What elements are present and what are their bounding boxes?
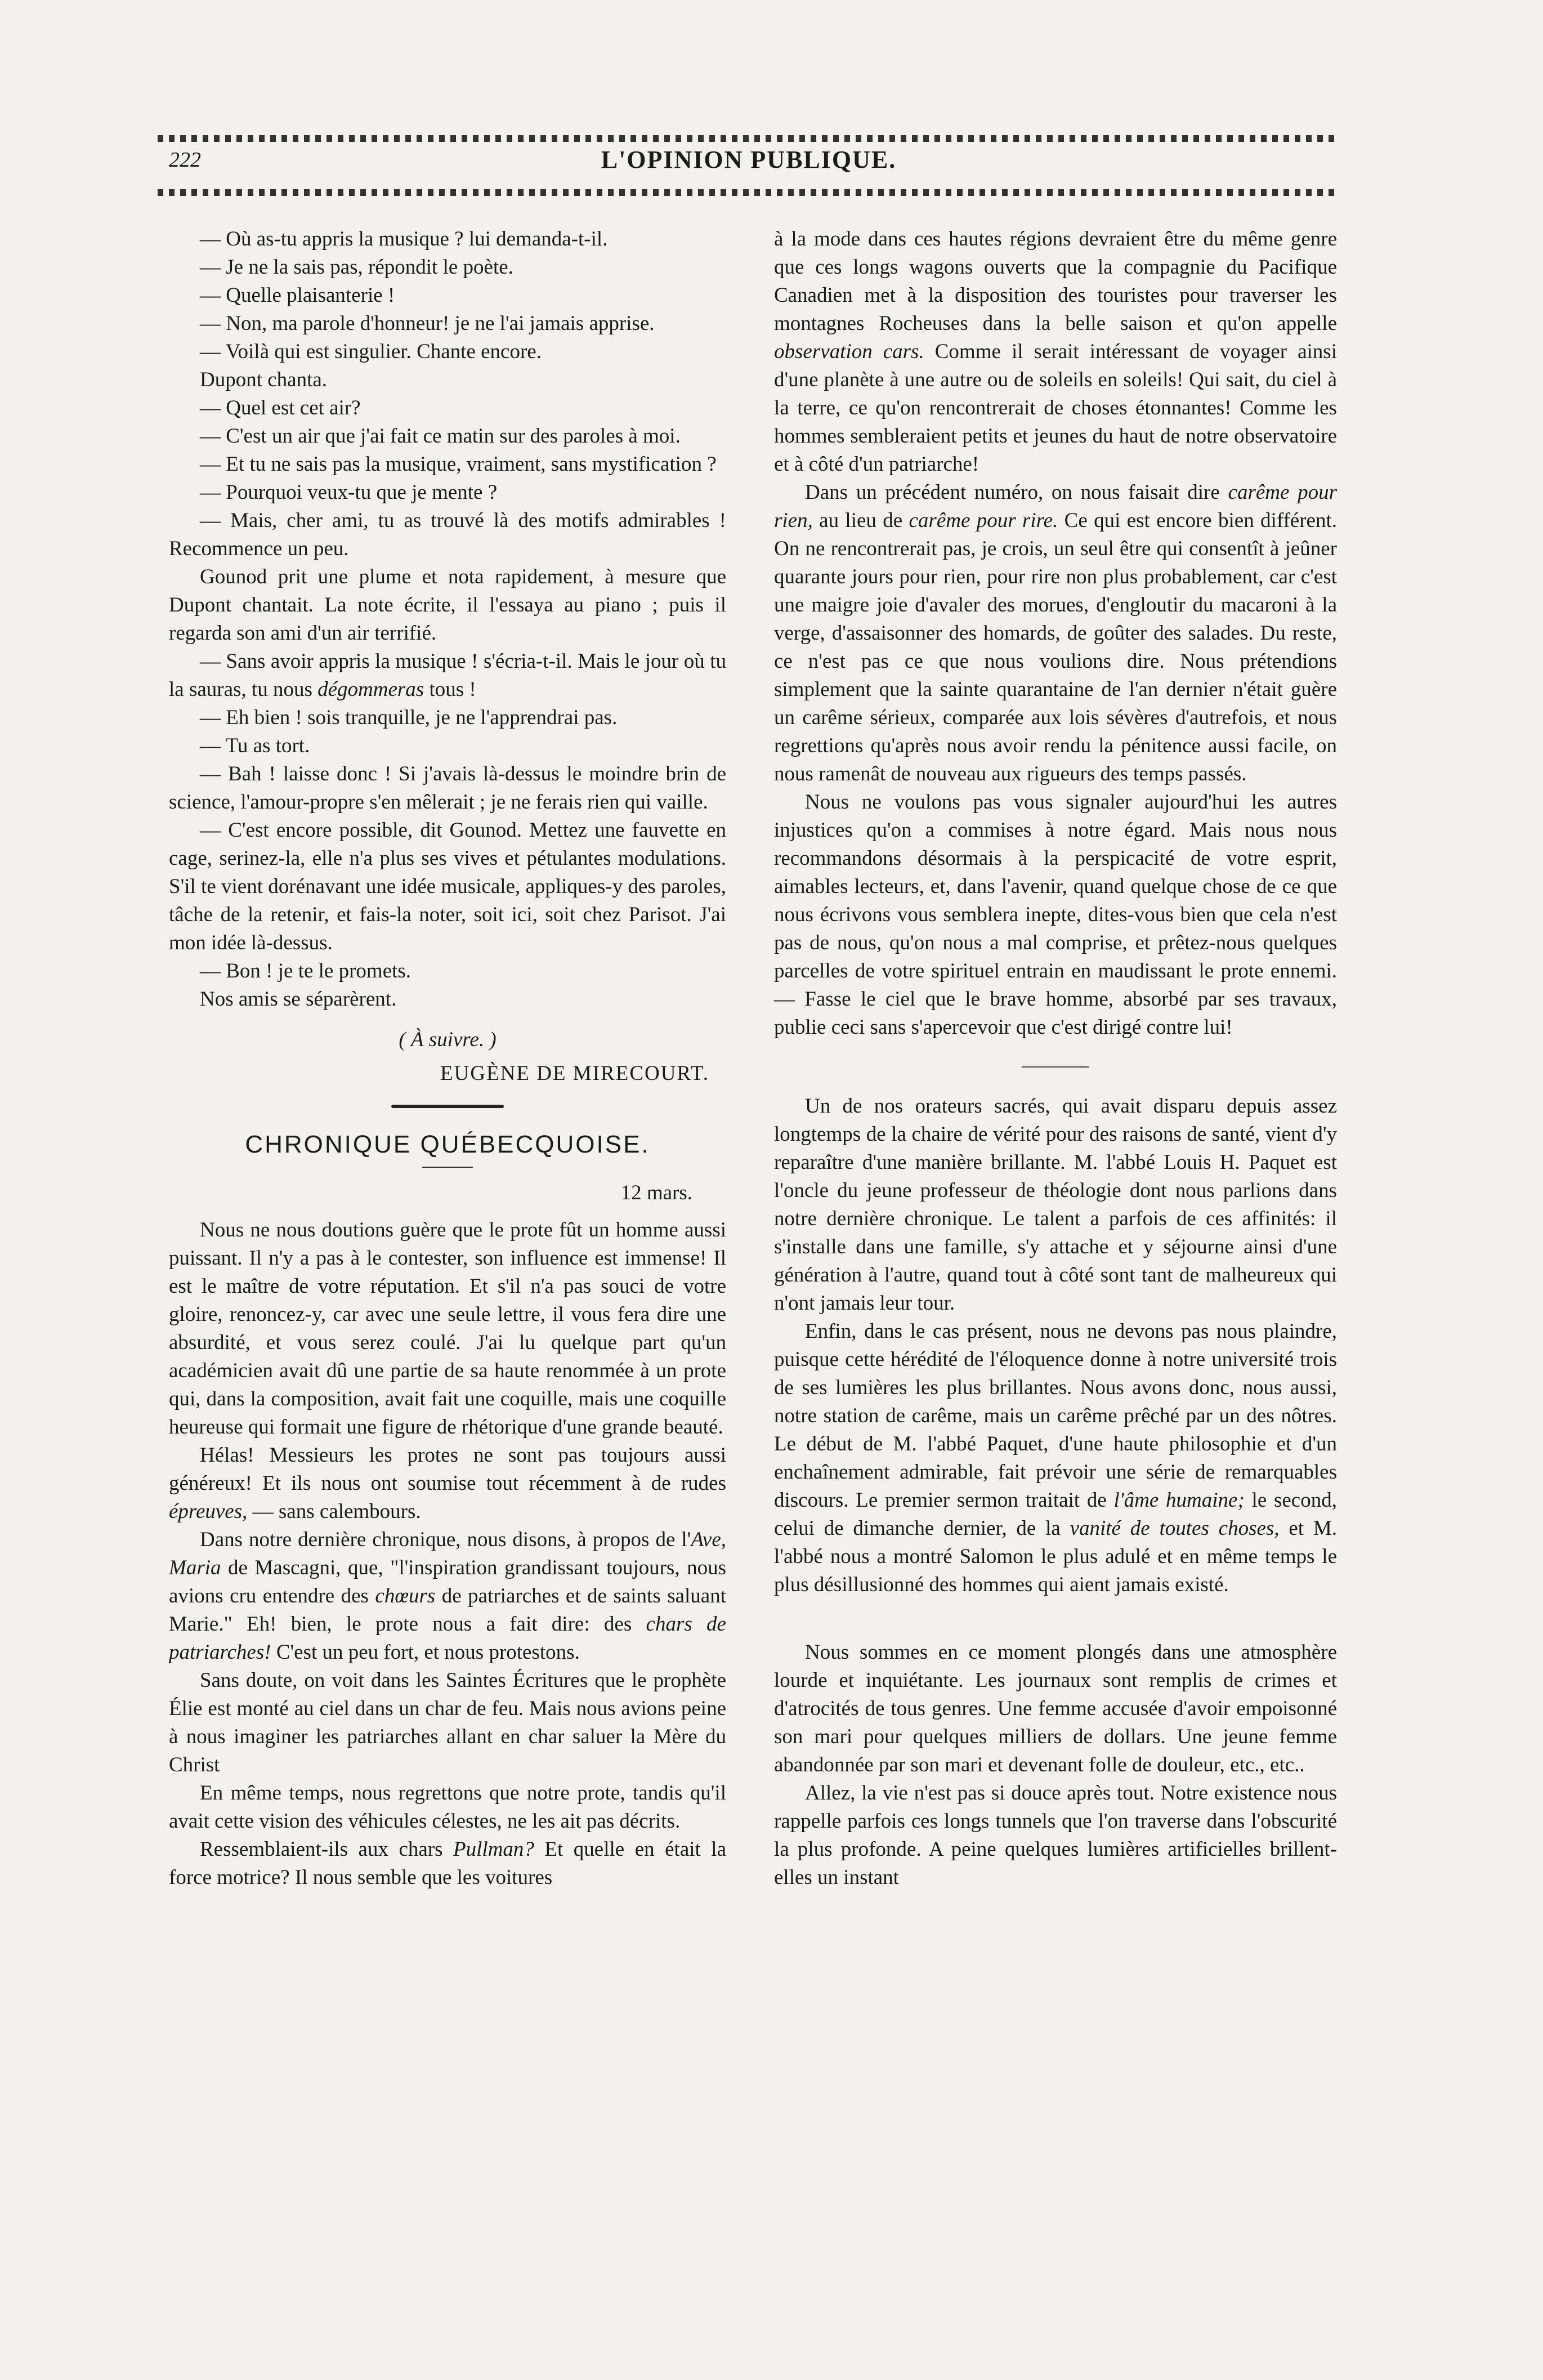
paragraph: Sans doute, on voit dans les Saintes Écritures que le prophète Élie est monté au ciel dans un char de feu. Mais nous avions peine à nous imaginer les patriarches allant en char saluer la Mère du Christ [169,1669,726,1776]
paragraph: Nos amis se séparèrent. [200,988,397,1011]
paragraph: Enfin, dans le cas présent, nous ne devons pas nous plaindre, puisque cette hérédité de l'éloquence donne à notre université trois de ses lumières les plus brillantes. Nous avons donc, nous aussi, notre station de carême, mais un carême prêché par un des nôtres. Le début de M. l'abbé Paquet, d'une haute philosophie et d'un enchaînement admirable, fait prévoir une série de remarquables discours. Le premier sermon traitait de l'âme humaine; le second, celui de dimanche dernier, de la vanité de toutes choses, et M. l'abbé nous a montré Salomon le plus adulé et en même temps le plus désillusionné des hommes qui aient jamais existé. [774,1320,1337,1596]
paragraph: Nous sommes en ce moment plongés dans une atmosphère lourde et inquiétante. Les journaux sont remplis de crimes et d'atrocités de tous genres. Une femme accusée d'avoir empoisonné son mari pour quelques milliers de dollars. Une jeune femme abandonnée par son mari et devenant folle de douleur, etc., etc.. [774,1641,1337,1776]
section-separator [1022,1066,1089,1068]
section-gap [774,1599,1337,1638]
dialogue-line: Dupont chanta. [200,368,328,391]
paragraph: Un de nos orateurs sacrés, qui avait disparu depuis assez longtemps de la chaire de vérité pour des raisons de santé, vient d'y reparaître d'une manière brillante. M. l'abbé Louis H. Paquet est l'oncle du jeune professeur de théologie dont nous parlions dans notre dernière chronique. Le talent a parfois de ces affinités: il s'installe dans une famille, s'y attache et y séjourne ainsi d'une génération à l'autre, quand tout à côté sont tant de malheureux qui n'ont jamais leur tour. [774,1095,1337,1315]
to-be-continued: ( À suivre. ) [399,1028,497,1051]
dialogue-line: — Bon ! je te le promets. [200,959,412,983]
paragraph: Dans notre dernière chronique, nous disons, à propos de l'Ave, Maria de Mascagni, que, "l'inspiration grandissant toujours, nous avions cru entendre des chœurs de patriarches et de saints saluant Marie." Eh! bien, le prote nous a fait dire: des chars de patriarches! C'est un peu fort, et nous protestons. [169,1528,726,1664]
paragraph: Nous ne nous doutions guère que le prote fût un homme aussi puissant. Il n'y a pas à le contester, son influence est immense! Il est le maître de votre réputation. Et s'il n'a pas souci de votre gloire, renoncez-y, car avec une seule lettre, il vous fera dire une absurdité, et vous serez coulé. J'ai lu quelque part qu'un académicien avait dû une partie de sa haute renommée à un prote qui, dans la composition, avait fait une coquille, mais une coquille heureuse qui formait une figure de rhétorique d'une grande beauté. [169,1218,726,1439]
dialogue-line: — Tu as tort. [200,734,310,757]
dialogue-line: — Eh bien ! sois tranquille, je ne l'apprendrai pas. [200,706,618,729]
left-column [169,225,726,1892]
paragraph: Ressemblaient-ils aux chars Pullman? Et quelle en était la force motrice? Il nous semble que les voitures [169,1838,727,1889]
title-underline [422,1167,473,1168]
paragraph: Dans un précédent numéro, on nous faisait dire carême pour rien, au lieu de carême pour rire. Ce qui est encore bien différent. On ne rencontrerait pas, je crois, un seul être qui consentît à jeûner quarante jours pour rien, pour rire non plus probablement, car c'est une maigre joie d'avaler des morues, d'engloutir du macaroni à la verge, d'assaisonner des homards, de goûter des salades. Du reste, ce n'est pas ce que nous voulions dire. Nous prétendions simplement que la sainte quarantaine de l'an dernier n'était guère un carême sérieux, comparée aux lois sévères d'autrefois, et nous regrettions qu'après nous avoir rendu la pénitence aussi facile, on nous ramenât de nouveau aux rigueurs des temps passés. [774,481,1338,785]
dateline: 12 mars. [620,1181,692,1204]
paragraph: Gounod prit une plume et nota rapidement, à mesure que Dupont chantait. La note écrite, il l'essaya au piano ; puis il regarda son ami d'un air terrifié. [169,565,726,645]
dialogue-line: — Bah ! laisse donc ! Si j'avais là-dessus le moindre brin de science, l'amour-propre s'en mêlerait ; je ne ferais rien qui vaille. [169,762,726,814]
dialogue-line: — C'est encore possible, dit Gounod. Mettez une fauvette en cage, serinez-la, elle n'a plus ses vives et pétulantes modulations. S'il te vient dorénavant une idée musicale, appliques-y des paroles, tâche de la retenir, et fais-la noter, soit ici, soit chez Parisot. J'ai mon idée là-dessus. [169,819,726,954]
dialogue-line: — Mais, cher ami, tu as trouvé là des motifs admirables ! Recommence un peu. [169,509,726,560]
dialogue-line: — Je ne la sais pas, répondit le poète. [200,256,513,279]
paragraph: Allez, la vie n'est pas si douce après tout. Notre existence nous rappelle parfois ces longs tunnels que l'on traverse dans l'obscurité la plus profonde. A peine quelques lumières artificielles brillent-elles un instant [774,1781,1337,1889]
page-header [169,148,1329,181]
section-title: CHRONIQUE QUÉBECQUOISE. [245,1131,650,1158]
dialogue-line: — Où as-tu appris la musique ? lui demanda-t-il. [200,227,608,251]
paragraph: à la mode dans ces hautes régions devraient être du même genre que ces longs wagons ouverts que la compagnie du Pacifique Canadien met à la disposition des touristes pour traverser les montagnes Rocheuses dans la belle saison et qu'on appelle observation cars. Comme il serait intéressant de voyager ainsi d'une planète à une autre ou de soleils en soleils! Qui sait, du ciel à la terre, ce qu'on rencontrerait de choses étonnantes! Comme les hommes sembleraient petits et jeunes du haut de notre observatoire et à côté d'un patriarche! [774,227,1337,476]
dialogue-line: — Pourquoi veux-tu que je mente ? [200,481,498,504]
dialogue-line: — Et tu ne sais pas la musique, vraiment, sans mystification ? [200,453,717,476]
paragraph: Nous ne voulons pas vous signaler aujourd'hui les autres injustices qu'on a commises à notre égard. Mais nous nous recommandons désormais à la perspicacité de votre esprit, aimables lecteurs, et, dans l'avenir, quand quelque chose de ce que nous écrivons vous semblera inepte, dites-vous bien que cela n'est pas de nous, qu'on nous a mal comprise, et prêtez-nous quelques parcelles de votre spirituel entrain en maudissant le prote ennemi. — Fasse le ciel que le brave homme, absorbé par ses travaux, publie ceci sans s'apercevoir que c'est dirigé contre lui! [774,791,1337,1039]
section-divider [391,1105,504,1108]
author-signature: EUGÈNE DE MIRECOURT. [440,1062,709,1085]
dialogue-line: — Sans avoir appris la musique ! s'écria-t-il. Mais le jour où tu la sauras, tu nous dégommeras tous ! [169,650,726,701]
page-number: 222 [169,148,201,172]
paragraph: En même temps, nous regrettons que notre prote, tandis qu'il avait cette vision des véhicules célestes, ne les ait pas décrits. [169,1781,726,1833]
dialogue-line: — Quelle plaisanterie ! [200,284,395,307]
right-column [774,225,1337,1892]
running-title: L'OPINION PUBLIQUE. [601,146,897,173]
paragraph: Hélas! Messieurs les protes ne sont pas toujours aussi généreux! Et ils nous ont soumise tout récemment à de rudes épreuves, — sans calembours. [169,1444,726,1523]
dialogue-line: — Non, ma parole d'honneur! je ne l'ai jamais apprise. [200,312,655,335]
dialogue-line: — Voilà qui est singulier. Chante encore. [200,340,542,363]
dialogue-line: — Quel est cet air? [200,396,361,419]
header-top-rule [158,135,1340,142]
header-bottom-rule [158,189,1340,196]
dialogue-line: — C'est un air que j'ai fait ce matin sur des paroles à moi. [200,425,681,448]
